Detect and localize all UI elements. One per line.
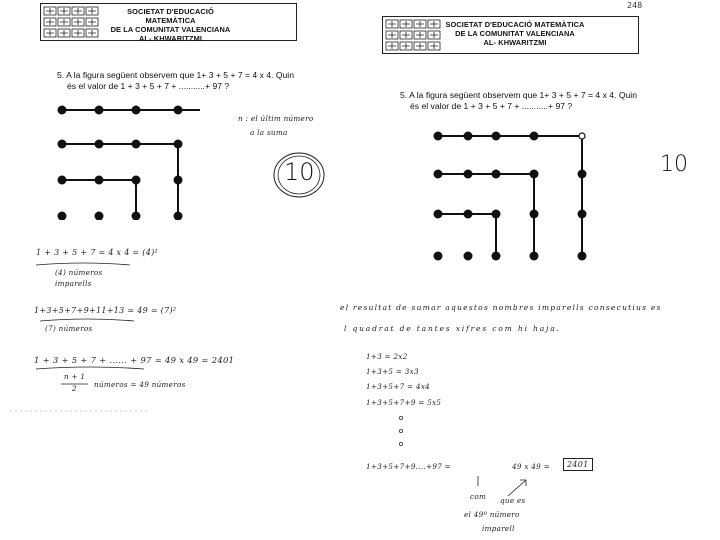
org-name [445, 20, 585, 47]
problem-line-2: és el valor de 1 + 3 + 5 + 7 + ...........+ 97 ? [410, 100, 573, 111]
institution-logo [42, 5, 100, 39]
problem-number: 5. [400, 90, 408, 100]
problem-line-2: és el valor de 1 + 3 + 5 + 7 + ...........+ 97 ? [67, 80, 230, 91]
org-line-2: DE LA COMUNITAT VALENCIANA [110, 25, 231, 34]
work-eq3-sub: números = 49 números [94, 380, 186, 389]
annotation-com: com [470, 492, 487, 501]
work-eq1-sub1: (4) números [55, 268, 103, 277]
explanation-line-1: el resultat de sumar aquestos nombres imparells consecutius es [340, 303, 662, 312]
page-number: 248 [627, 1, 643, 10]
note-line-2: a la suma [250, 128, 288, 137]
problem-number: 5. [57, 70, 65, 80]
explanation-line-2: l quadrat de tantes xifres com hi haja. [344, 324, 561, 333]
final-product: 49 x 49 = [512, 462, 550, 471]
grade-score: 10 [284, 158, 315, 186]
org-line-2: DE LA COMUNITAT VALENCIANA [455, 29, 575, 38]
eq3-underline [34, 366, 149, 374]
note-line-1: n : el últim número [238, 114, 314, 123]
step-3: 1+3+5+7 = 4x4 [366, 382, 431, 391]
dot-figure [50, 100, 200, 220]
step-4: 1+3+5+7+9 = 5x5 [366, 398, 442, 407]
step-2: 1+3+5 = 3x3 [366, 367, 419, 376]
ellipsis-dots [396, 412, 406, 452]
work-eq2-sub: (7) números [45, 324, 93, 333]
right-answer-sheet [340, 0, 720, 540]
org-line-3: AL- KHWARITZMI [139, 34, 202, 43]
step-1: 1+3 = 2x2 [366, 352, 408, 361]
org-line-1: SOCIETAT D'EDUCACIÓ MATEMÀTICA [127, 7, 214, 25]
work-eq1-sub2: imparells [55, 279, 92, 288]
header-box [40, 3, 297, 41]
org-line-3: AL- KHWARITZMI [483, 38, 547, 47]
problem-line-1: A la figura següent observem que 1+ 3 + 5 + 7 = 4 x 4. Quin [409, 90, 637, 100]
final-sum: 1+3+5+7+9....+97 = [366, 462, 451, 471]
faint-scan-line [10, 408, 150, 414]
work-eq1: 1 + 3 + 5 + 7 = 4 x 4 = (4)² [36, 248, 159, 257]
work-eq3-fraction-num: n + 1 [64, 372, 86, 381]
annotation-line-2: el 49º número [464, 510, 520, 519]
work-eq2: 1+3+5+7+9+11+13 = 49 = (7)² [34, 306, 177, 315]
work-eq3: 1 + 3 + 5 + 7 + ...... + 97 = 49 x 49 = 2401 [34, 355, 235, 365]
handwritten-note [238, 112, 313, 140]
annotation-que-es: que es [500, 496, 526, 505]
work-eq3-fraction-den: 2 [72, 384, 77, 393]
annotation-line-3: imparell [482, 524, 515, 533]
final-result-box: 2401 [563, 458, 593, 471]
header-box [382, 16, 639, 54]
grade-score: 10 [660, 152, 688, 177]
institution-logo [384, 18, 442, 52]
org-name [103, 7, 238, 43]
problem-statement [57, 70, 294, 91]
problem-statement [400, 90, 637, 111]
org-line-1: SOCIETAT D'EDUCACIÓ MATEMÀTICA [445, 20, 585, 29]
problem-line-1: A la figura següent observem que 1+ 3 + 5 + 7 = 4 x 4. Quin [66, 70, 294, 80]
dot-figure [430, 128, 590, 263]
